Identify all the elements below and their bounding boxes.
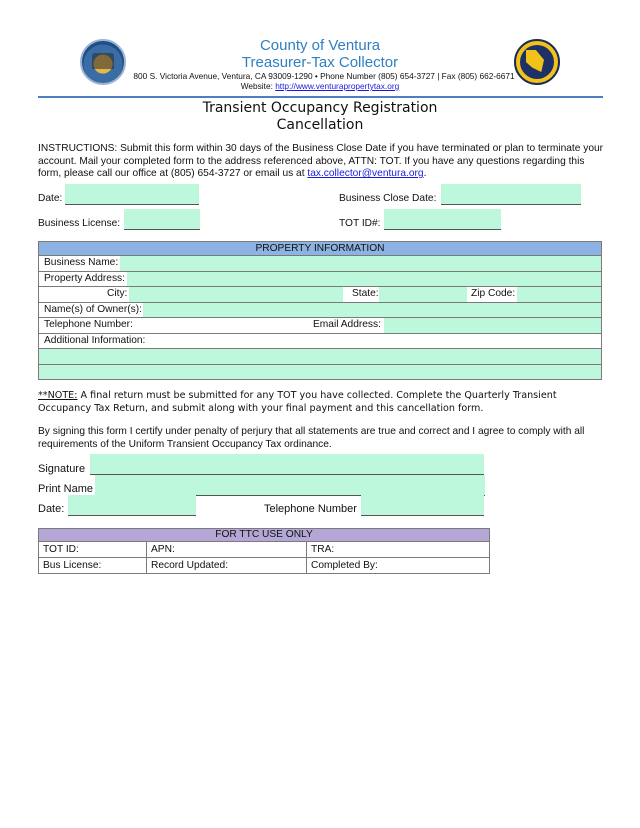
- document-subtitle: Cancellation: [276, 117, 364, 133]
- business-close-date-field[interactable]: [441, 184, 581, 205]
- owners-input[interactable]: [143, 303, 601, 318]
- signature-date-input[interactable]: [68, 496, 196, 516]
- additional-information-field-2[interactable]: [39, 365, 601, 380]
- org-department: Treasurer-Tax Collector: [241, 54, 399, 71]
- certification-text: By signing this form I certify under penalty of perjury that all statements are true and correct and I agree to comply with all requirements of the Uniform Transient Occupancy Tax ordinance.: [38, 426, 585, 450]
- record-updated-cell: Record Updated:: [147, 558, 307, 574]
- org-website-line: [0, 81, 640, 91]
- additional-information-input-2[interactable]: [39, 365, 601, 380]
- owners-row: [39, 302, 601, 318]
- owners-label: Name(s) of Owner(s):: [44, 303, 142, 315]
- org-address: 800 S. Victoria Avenue, Ventura, CA 93009-1290 • Phone Number (805) 654-3727 | Fax (805) 662-6671: [133, 71, 515, 81]
- print-name-label: Print Name: [38, 483, 94, 495]
- additional-information-line-2: [39, 364, 601, 380]
- business-name-row: [39, 255, 601, 271]
- city-input[interactable]: [129, 287, 343, 302]
- signature-telephone-input[interactable]: [361, 496, 484, 516]
- zip-code-input[interactable]: [517, 287, 601, 302]
- signature-date-field[interactable]: [68, 495, 196, 516]
- header-divider: [38, 96, 603, 98]
- ttc-use-only-table: [38, 528, 490, 574]
- document-title: Transient Occupancy Registration: [202, 100, 438, 116]
- signature-telephone-field[interactable]: [361, 495, 484, 516]
- note-paragraph: [38, 390, 608, 415]
- business-license-input[interactable]: [124, 210, 200, 230]
- property-information-table: [38, 241, 602, 380]
- owners-field[interactable]: [143, 303, 601, 318]
- tot-id-label: TOT ID#:: [339, 218, 381, 229]
- date-input[interactable]: [65, 185, 199, 205]
- zip-code-field[interactable]: [517, 287, 601, 302]
- org-name: County of Ventura: [259, 37, 381, 54]
- business-close-date-label: Business Close Date:: [339, 193, 437, 204]
- additional-information-line-1: [39, 348, 601, 364]
- additional-information-row: [39, 333, 601, 349]
- email-address-input[interactable]: [384, 318, 601, 333]
- website-link[interactable]: http://www.venturapropertytax.org: [275, 81, 400, 91]
- print-name-field[interactable]: [95, 475, 485, 496]
- website-label: Website:: [240, 81, 276, 91]
- instructions-text: INSTRUCTIONS: Submit this form within 30 days of the Business Close Date if you have terminated or plan to terminate your account. Mail your completed form to the address referenced above, ATTN: TOT. If you have any questions regarding this form, please call our office at (805) 654-3727 or email us at: [38, 143, 604, 180]
- city-field[interactable]: [129, 287, 343, 302]
- email-address-field[interactable]: [384, 318, 601, 333]
- business-close-date-input[interactable]: [441, 185, 581, 205]
- zip-code-label: Zip Code:: [471, 288, 516, 299]
- business-name-input[interactable]: [120, 256, 601, 271]
- date-label: Date:: [38, 193, 63, 204]
- signature-label: Signature: [38, 463, 86, 475]
- city-label: City:: [107, 288, 128, 299]
- table-row: [39, 542, 490, 558]
- completed-by-cell: Completed By:: [307, 558, 490, 574]
- email-link[interactable]: tax.collector@ventura.org: [307, 168, 424, 180]
- table-row: [39, 558, 490, 574]
- city-state-zip-row: [39, 286, 601, 302]
- state-label: State:: [352, 288, 379, 299]
- ttc-use-only-header: FOR TTC USE ONLY: [39, 529, 490, 542]
- additional-information-input-1[interactable]: [39, 349, 601, 364]
- signature-date-label: Date:: [38, 503, 65, 515]
- apn-cell: APN:: [147, 542, 307, 558]
- property-address-label: Property Address:: [44, 272, 125, 284]
- bus-license-cell: Bus License:: [39, 558, 147, 574]
- business-license-label: Business License:: [38, 218, 121, 229]
- tot-id-input[interactable]: [384, 210, 501, 230]
- note-prefix: **NOTE:: [38, 390, 78, 401]
- signature-input[interactable]: [90, 455, 484, 475]
- signature-telephone-label: Telephone Number: [264, 503, 357, 515]
- property-address-field[interactable]: [127, 272, 601, 287]
- additional-information-label: Additional Information:: [44, 334, 146, 346]
- business-name-field[interactable]: [120, 256, 601, 271]
- business-license-field[interactable]: [124, 209, 200, 230]
- business-name-label: Business Name:: [44, 257, 119, 268]
- email-address-label: Email Address:: [313, 319, 381, 330]
- instructions-paragraph: INSTRUCTIONS: Submit this form within 30 days of the Business Close Date if you have terminated or plan to terminate your account. Mail your completed form to the address referenced above, ATTN: TOT. If you have any questions regarding this form, please call our office at (805) 654-3727 or email us at tax.collector@ventura.org.: [38, 143, 604, 180]
- telephone-email-row: [39, 317, 601, 333]
- print-name-input[interactable]: [95, 476, 485, 496]
- tot-id-cell: TOT ID:: [39, 542, 147, 558]
- property-address-row: [39, 271, 601, 287]
- tra-cell: TRA:: [307, 542, 490, 558]
- tot-id-field[interactable]: [384, 209, 501, 230]
- telephone-label: Telephone Number:: [44, 319, 133, 330]
- signature-field[interactable]: [90, 454, 484, 475]
- state-input[interactable]: [379, 287, 467, 302]
- note-text: A final return must be submitted for any TOT you have collected. Complete the Quarterly Transient Occupancy Tax Return, and submit along with your final payment and this cancellation form.: [38, 390, 557, 414]
- property-address-input[interactable]: [127, 272, 601, 287]
- property-information-header: PROPERTY INFORMATION: [39, 242, 601, 255]
- additional-information-field-1[interactable]: [39, 349, 601, 364]
- state-field[interactable]: [379, 287, 467, 302]
- date-field[interactable]: [65, 184, 199, 205]
